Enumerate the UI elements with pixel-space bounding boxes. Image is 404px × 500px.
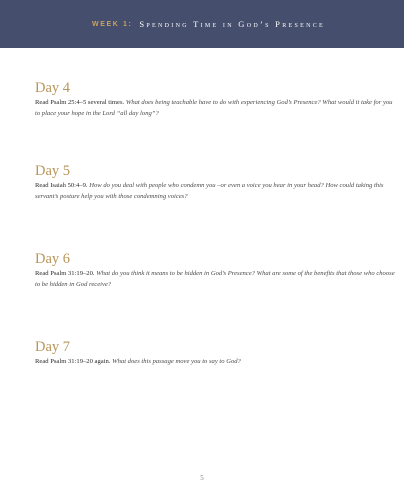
scripture-reference: Read Psalm 25:4–5 several times. [35,99,125,106]
day-section [35,80,395,119]
week-label: WEEK 1: [92,20,133,28]
day-prompt [35,181,395,202]
reflection-question: What does this passage move you to say to God? [112,358,241,365]
day-prompt [35,357,395,368]
day-section [35,251,395,290]
scripture-reference: Read Psalm 31:19–20 again. [35,358,111,365]
page-header [0,0,404,48]
reflection-question: What does being teachable have to do with experiencing God’s Presence? What would it take for you to place your hope in the Lord “all day long”? [35,99,393,117]
page-number: 5 [200,474,204,482]
day-section [35,163,395,202]
reflection-question: What do you think it means to be hidden in God’s Presence? What are some of the benefits that those who choose to be hidden in God receive? [35,270,395,288]
week-title: Spending Time in God’s Presence [139,19,325,29]
reflection-question: How do you deal with people who condemn you –or even a voice you hear in your head? How could taking this servant’s posture help you with those condemning voices? [35,182,384,200]
day-prompt [35,269,395,290]
day-prompt [35,98,395,119]
day-heading: Day 4 [35,80,71,96]
day-heading: Day 6 [35,251,71,267]
scripture-reference: Read Isaiah 50:4–9. [35,182,88,189]
day-heading: Day 5 [35,163,71,179]
day-section [35,339,395,368]
scripture-reference: Read Psalm 31:19–20. [35,270,95,277]
day-heading: Day 7 [35,339,71,355]
